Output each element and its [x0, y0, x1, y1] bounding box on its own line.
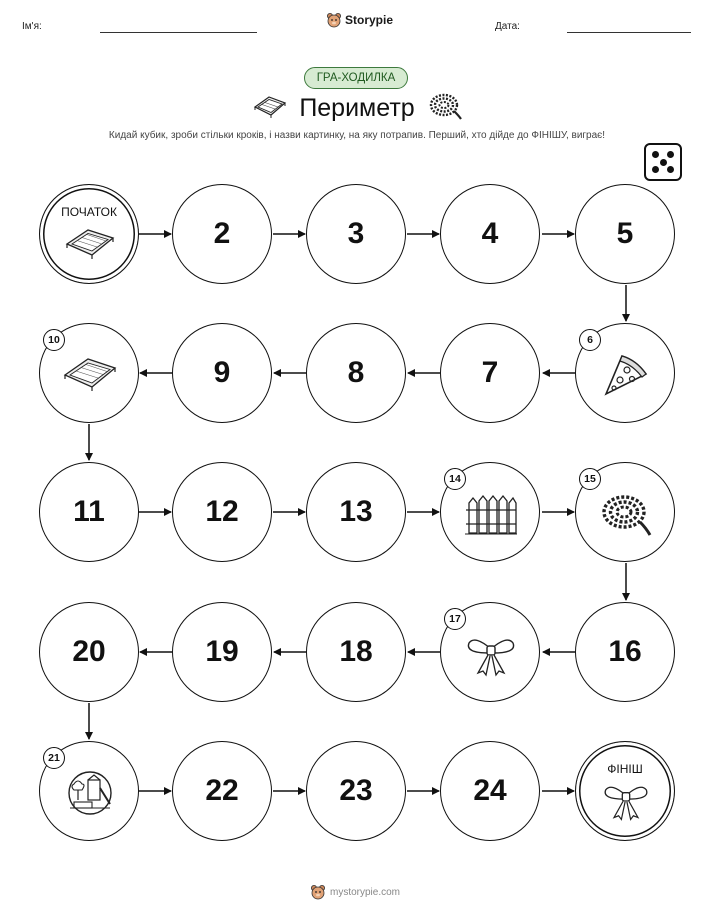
board-cell-picture[interactable] [39, 741, 139, 841]
playground-icon [64, 770, 116, 816]
board-cell[interactable]: 4 [440, 184, 540, 284]
rope-coil-icon [600, 491, 652, 537]
cell-number-badge: 6 [579, 329, 601, 351]
finish-cell[interactable] [575, 741, 675, 841]
board-cell[interactable]: 13 [306, 462, 406, 562]
date-label: Дата: [495, 21, 520, 32]
footer [310, 884, 400, 900]
board-cell[interactable]: 20 [39, 602, 139, 702]
footer-site-link[interactable]: mystorypie.com [330, 886, 401, 898]
board-cell-picture[interactable] [440, 462, 540, 562]
board-cell-picture[interactable] [575, 462, 675, 562]
pizza-slice-icon [602, 350, 650, 398]
fence-icon [465, 493, 517, 537]
board-cell-picture[interactable] [440, 602, 540, 702]
board-cell[interactable]: 5 [575, 184, 675, 284]
cell-number-badge: 10 [43, 329, 65, 351]
board-cell[interactable]: 8 [306, 323, 406, 423]
board-cell[interactable]: 11 [39, 462, 139, 562]
board-cell[interactable]: 2 [172, 184, 272, 284]
board-cell-picture[interactable] [39, 323, 139, 423]
page-title: Периметр [299, 94, 415, 122]
bow-icon [602, 780, 650, 822]
trampoline-icon [62, 354, 118, 392]
brand-name: Storypie [345, 13, 394, 27]
board-cell[interactable]: 23 [306, 741, 406, 841]
name-label: Ім'я: [22, 21, 42, 32]
game-type-tag: ГРА-ХОДИЛКА [304, 67, 408, 89]
board-cell[interactable]: 12 [172, 462, 272, 562]
board-cell[interactable]: 3 [306, 184, 406, 284]
trampoline-icon [64, 225, 116, 259]
bow-icon [465, 633, 517, 677]
board-cell[interactable]: 18 [306, 602, 406, 702]
cell-number-badge: 15 [579, 468, 601, 490]
board-cell-picture[interactable] [575, 323, 675, 423]
start-label: ПОЧАТОК [61, 205, 117, 219]
start-cell[interactable] [39, 184, 139, 284]
cell-number-badge: 17 [444, 608, 466, 630]
bear-logo-icon [310, 884, 326, 900]
finish-label: ФІНІШ [607, 762, 643, 776]
cell-number-badge: 14 [444, 468, 466, 490]
board-cell[interactable]: 24 [440, 741, 540, 841]
board-cell[interactable]: 16 [575, 602, 675, 702]
cell-number-badge: 21 [43, 747, 65, 769]
instructions-text: Кидай кубик, зроби стільки кроків, і назви картинку, на яку потрапив. Перший, хто дійде до ФІНІШУ, виграє! [108, 130, 606, 141]
board-cell[interactable]: 9 [172, 323, 272, 423]
board-cell[interactable]: 19 [172, 602, 272, 702]
board-cell[interactable]: 7 [440, 323, 540, 423]
board-cell[interactable]: 22 [172, 741, 272, 841]
